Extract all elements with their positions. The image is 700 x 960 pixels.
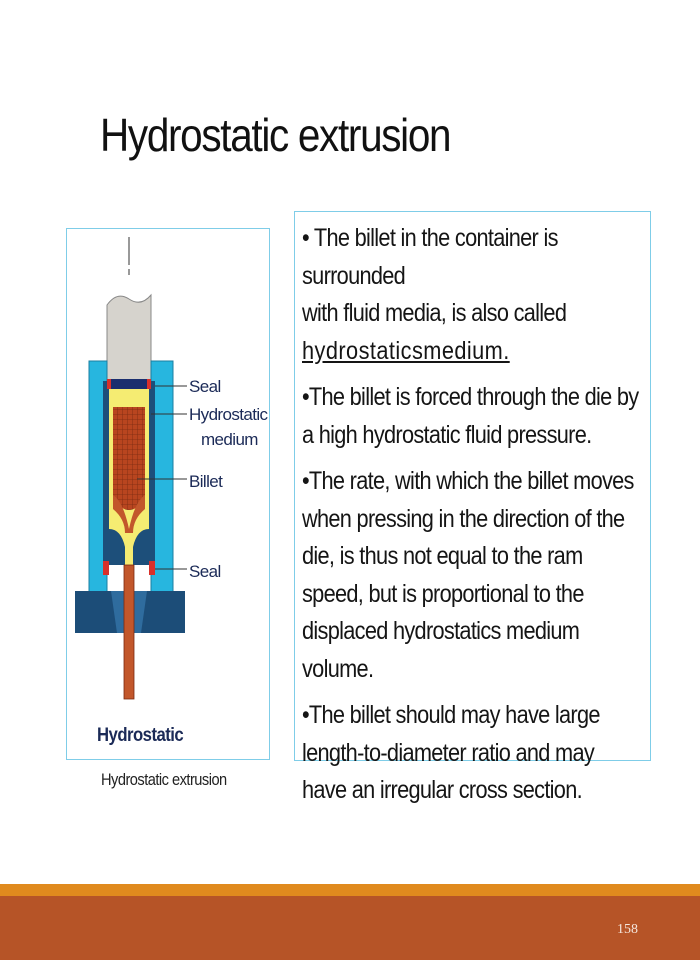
hydrostatic-extrusion-diagram — [67, 229, 271, 761]
ram — [107, 295, 151, 381]
figure-inner-caption: Hydrostatic — [97, 725, 184, 746]
bullet-1-line-1: • The billet in the container is surrounded — [302, 224, 558, 290]
label-seal-bottom: Seal — [189, 562, 221, 581]
slide-title: Hydrostatic extrusion — [100, 109, 451, 161]
footer-accent-bar — [0, 884, 700, 896]
bullet-2: •The billet is forced through the die by a high hydrostatic fluid pressure. — [302, 383, 639, 449]
extruded-product — [124, 565, 134, 699]
bullet-3: •The rate, with which the billet moves when pressing in the direction of the die, is thus not equal to the ram speed, but is proportional to the displaced hydrostatics medium volume. — [302, 467, 634, 683]
bullet-1-line-2: with fluid media, is also called — [302, 299, 567, 327]
page-number: 158 — [617, 922, 638, 937]
figure-panel — [66, 228, 270, 760]
label-medium: medium — [201, 430, 258, 449]
seal-bottom — [103, 561, 109, 575]
figure-caption: Hydrostatic extrusion — [101, 770, 227, 789]
label-seal-top: Seal — [189, 377, 221, 396]
label-billet: Billet — [189, 472, 223, 491]
bullet-4: •The billet should may have large length-to-diameter ratio and may have an irregular cross section. — [302, 701, 600, 804]
bullet-1 — [302, 220, 641, 370]
seal-top — [107, 379, 151, 389]
footer-bar — [0, 896, 700, 960]
bullet-text-panel — [294, 211, 651, 804]
label-hydrostatic: Hydrostatic — [189, 405, 268, 424]
billet — [113, 407, 145, 510]
bullet-1-underlined-term: hydrostaticsmedium. — [302, 336, 510, 365]
